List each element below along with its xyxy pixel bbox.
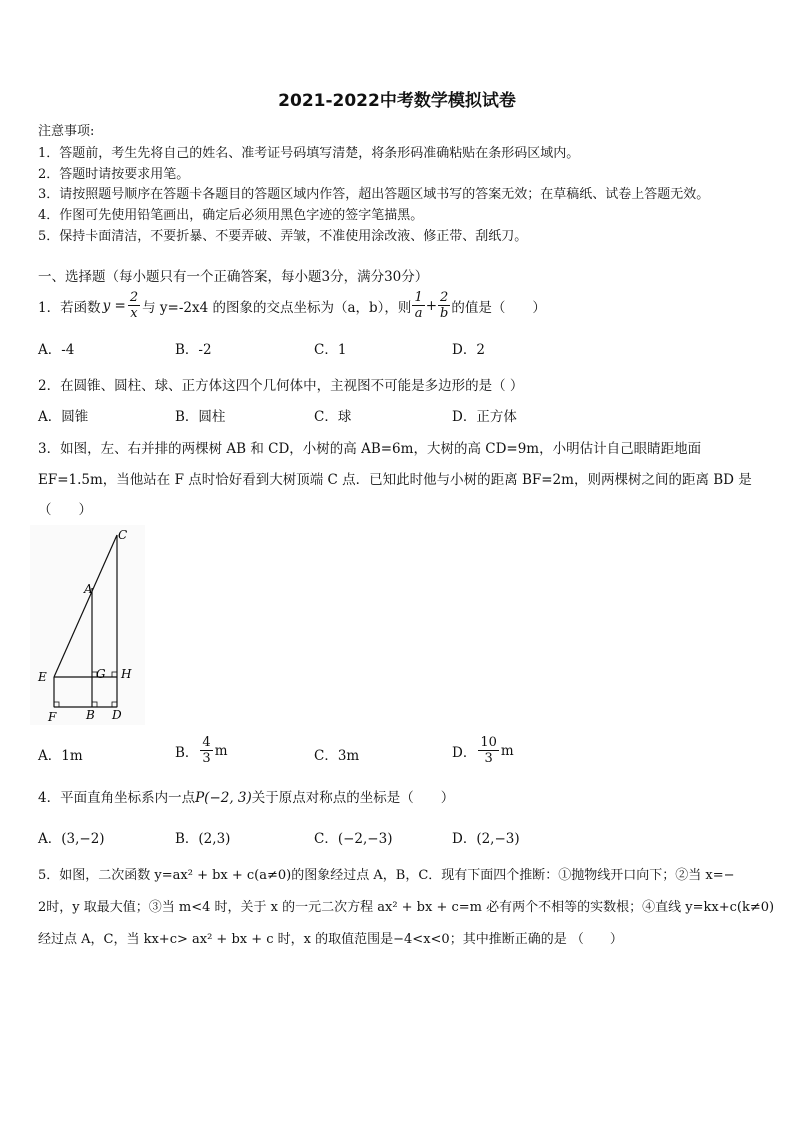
label-e: E [38, 670, 47, 684]
page-title: 2021-2022中考数学模拟试卷 [278, 91, 516, 111]
q1-y: y = [102, 297, 126, 314]
q1-option-b[interactable]: B．-2 [175, 342, 212, 358]
q2-option-a[interactable]: A．圆锥 [38, 409, 89, 425]
note-item: 2．答题时请按要求用笔。 [38, 167, 190, 182]
q3-option-d[interactable]: D． $\frac{10}{3}$ m [452, 735, 514, 766]
label-g: G [96, 667, 106, 681]
question-5-line-2: 2时，y 取最大值；③当 m<4 时，关于 x 的一元二次方程 ax² + bx + c=m 必有两个不相等的实数根；④直线 y=kx+c(k≠0) [38, 900, 775, 915]
note-item: 3．请按照题号顺序在答题卡各题目的答题区域内作答，超出答题区域书写的答案无效；在草稿纸、试卷上答题无效。 [38, 187, 710, 202]
q2-option-d[interactable]: D．正方体 [452, 409, 517, 425]
label-b: B [86, 708, 95, 722]
q3-option-c[interactable]: C．3m [314, 748, 360, 764]
label-a: A [84, 582, 93, 596]
q1-option-c[interactable]: C．1 [314, 342, 347, 358]
question-5-line-3: 经过点 A，C，当 kx+c> ax² + bx + c 时，x 的取值范围是−4<x<0；其中推断正确的是 （ ） [38, 932, 623, 947]
q1-option-d[interactable]: D．2 [452, 342, 485, 358]
question-3-line-3: （ ） [38, 502, 92, 518]
q1-fraction-2: $\frac{1}{a}$ [414, 290, 423, 321]
q3-tree-figure [30, 525, 145, 725]
q1-fraction-1: $\frac{2}{x}$ [129, 290, 139, 321]
note-item: 1．答题前，考生先将自己的姓名、准考证号码填写清楚，将条形码准确粘贴在条形码区域内。 [38, 146, 580, 161]
note-item: 4．作图可先使用铅笔画出，确定后必须用黑色字迹的签字笔描黑。 [38, 208, 424, 223]
label-c: C [118, 528, 128, 542]
q3-option-a[interactable]: A．1m [38, 748, 83, 764]
question-4: 4．平面直角坐标系内一点P(−2, 3)关于原点对称点的坐标是（ ） [38, 790, 455, 806]
q4-option-d[interactable]: D．(2,−3) [452, 831, 520, 847]
q2-option-b[interactable]: B．圆柱 [175, 409, 226, 425]
q1-pre: 1．若函数 [38, 299, 101, 316]
question-1 [38, 290, 546, 321]
notes-heading: 注意事项: [38, 124, 95, 139]
q1-plus: + [425, 297, 438, 314]
q3-option-b[interactable]: B． $\frac{4}{3}$ m [175, 735, 228, 766]
q4-option-c[interactable]: C．(−2,−3) [314, 831, 393, 847]
q1-option-a[interactable]: A．-4 [38, 342, 75, 358]
label-f: F [48, 710, 57, 724]
q4-option-b[interactable]: B．(2,3) [175, 831, 231, 847]
section-heading: 一、选择题（每小题只有一个正确答案，每小题3分，满分30分） [38, 269, 429, 285]
label-d: D [112, 708, 122, 722]
q4-option-a[interactable]: A．(3,−2) [38, 831, 105, 847]
q1-post: 的值是（ ） [451, 299, 546, 316]
q1-fraction-3: $\frac{2}{b}$ [440, 290, 449, 321]
note-item: 5．保持卡面清洁，不要折暴、不要弄破、弄皱，不准使用涂改液、修正带、刮纸刀。 [38, 229, 528, 244]
q1-mid: 与 y=-2x4 的图象的交点坐标为（a，b），则 [142, 299, 412, 316]
question-2: 2．在圆锥、圆柱、球、正方体这四个几何体中，主视图不可能是多边形的是（ ） [38, 378, 524, 394]
question-3-line-2: EF=1.5m，当他站在 F 点时恰好看到大树顶端 C 点．已知此时他与小树的距离 BF=2m，则两棵树之间的距离 BD 是 [38, 472, 752, 488]
label-h: H [121, 667, 132, 681]
question-3-line-1: 3．如图，左、右并排的两棵树 AB 和 CD，小树的高 AB=6m，大树的高 CD=9m，小明估计自己眼睛距地面 [38, 441, 702, 457]
question-5-line-1: 5．如图，二次函数 y=ax² + bx + c(a≠0)的图象经过点 A，B，C．现有下面四个推断：①抛物线开口向下；②当 x=− [38, 868, 735, 883]
q2-option-c[interactable]: C．球 [314, 409, 352, 425]
